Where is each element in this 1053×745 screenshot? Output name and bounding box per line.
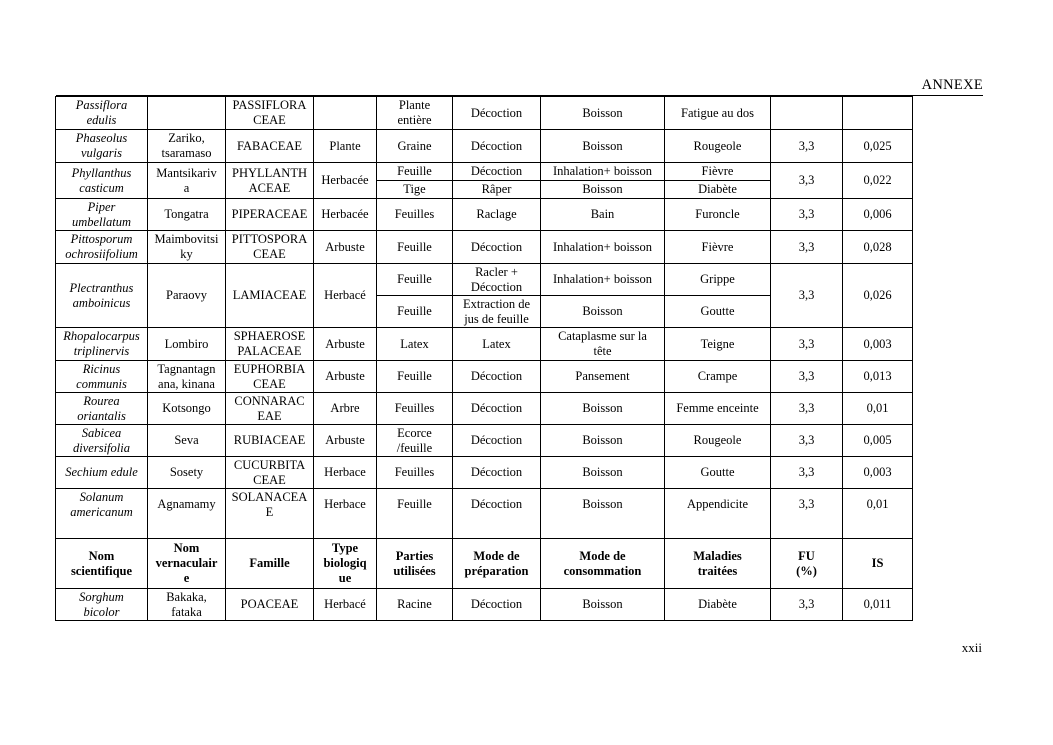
disease-treated: Goutte [665, 296, 771, 328]
vernacular-name: Zariko, tsaramaso [148, 130, 226, 163]
table-row [56, 361, 913, 393]
header-preparation-mode: Mode de préparation [453, 539, 541, 589]
consumption-mode: Boisson [541, 489, 665, 539]
family: PASSIFLORA CEAE [226, 97, 314, 130]
table-row [56, 163, 913, 181]
table-row [56, 97, 913, 130]
is-value: 0,005 [843, 425, 913, 457]
preparation-mode: Latex [453, 328, 541, 361]
part-used: Feuilles [377, 457, 453, 489]
part-used: Tige [377, 181, 453, 199]
is-value: 0,01 [843, 393, 913, 425]
scientific-name: Rhopalocarpus triplinervis [56, 328, 148, 361]
disease-treated: Femme enceinte [665, 393, 771, 425]
consumption-mode: Boisson [541, 457, 665, 489]
part-used: Feuilles [377, 393, 453, 425]
disease-treated: Crampe [665, 361, 771, 393]
vernacular-name [148, 97, 226, 130]
consumption-mode: Boisson [541, 130, 665, 163]
fu-value: 3,3 [771, 231, 843, 264]
consumption-mode: Boisson [541, 296, 665, 328]
vernacular-name: Agnamamy [148, 489, 226, 539]
scientific-name: Phaseolus vulgaris [56, 130, 148, 163]
family: CONNARAC EAE [226, 393, 314, 425]
preparation-mode: Décoction [453, 97, 541, 130]
preparation-mode: Raclage [453, 199, 541, 231]
consumption-mode: Boisson [541, 393, 665, 425]
fu-value: 3,3 [771, 425, 843, 457]
scientific-name: Plectranthus amboinicus [56, 264, 148, 328]
scientific-name: Solanum americanum [56, 489, 148, 539]
vernacular-name: Paraovy [148, 264, 226, 328]
family: RUBIACEAE [226, 425, 314, 457]
part-used: Latex [377, 328, 453, 361]
preparation-mode: Décoction [453, 589, 541, 621]
biological-type: Arbuste [314, 231, 377, 264]
part-used: Racine [377, 589, 453, 621]
scientific-name: Sorghum bicolor [56, 589, 148, 621]
family: FABACEAE [226, 130, 314, 163]
header-diseases-treated: Maladies traitées [665, 539, 771, 589]
scientific-name: Piper umbellatum [56, 199, 148, 231]
part-used: Ecorce /feuille [377, 425, 453, 457]
vernacular-name: Mantsikariv a [148, 163, 226, 199]
fu-value: 3,3 [771, 328, 843, 361]
table-row [56, 489, 913, 539]
biological-type: Herbacé [314, 589, 377, 621]
preparation-mode: Décoction [453, 425, 541, 457]
family: POACEAE [226, 589, 314, 621]
family: LAMIACEAE [226, 264, 314, 328]
disease-treated: Goutte [665, 457, 771, 489]
page-header [56, 77, 983, 96]
is-value: 0,025 [843, 130, 913, 163]
table-row [56, 264, 913, 296]
biological-type: Herbace [314, 457, 377, 489]
biological-type: Arbuste [314, 425, 377, 457]
preparation-mode: Racler + Décoction [453, 264, 541, 296]
part-used: Feuille [377, 264, 453, 296]
disease-treated: Appendicite [665, 489, 771, 539]
table-header-row [56, 539, 913, 589]
family: EUPHORBIA CEAE [226, 361, 314, 393]
page-number: xxii [961, 640, 982, 655]
preparation-mode: Décoction [453, 130, 541, 163]
scientific-name: Rourea oriantalis [56, 393, 148, 425]
consumption-mode: Boisson [541, 97, 665, 130]
is-value: 0,003 [843, 328, 913, 361]
consumption-mode: Pansement [541, 361, 665, 393]
header-is: IS [843, 539, 913, 589]
preparation-mode: Décoction [453, 163, 541, 181]
header-family: Famille [226, 539, 314, 589]
table-row [56, 199, 913, 231]
family: SPHAEROSE PALACEAE [226, 328, 314, 361]
fu-value: 3,3 [771, 199, 843, 231]
header-biological-type: Type biologiq ue [314, 539, 377, 589]
preparation-mode: Décoction [453, 361, 541, 393]
scientific-name: Ricinus communis [56, 361, 148, 393]
is-value: 0,011 [843, 589, 913, 621]
table-row [56, 589, 913, 621]
part-used: Feuille [377, 231, 453, 264]
part-used: Feuille [377, 296, 453, 328]
scientific-name: Passiflora edulis [56, 97, 148, 130]
header-parts-used: Parties utilisées [377, 539, 453, 589]
preparation-mode: Décoction [453, 489, 541, 539]
is-value: 0,028 [843, 231, 913, 264]
disease-treated: Diabète [665, 589, 771, 621]
disease-treated: Teigne [665, 328, 771, 361]
table-row [56, 328, 913, 361]
part-used: Plante entière [377, 97, 453, 130]
consumption-mode: Inhalation+ boisson [541, 163, 665, 181]
header-consumption-mode: Mode de consommation [541, 539, 665, 589]
preparation-mode: Décoction [453, 393, 541, 425]
consumption-mode: Cataplasme sur la tête [541, 328, 665, 361]
family: PHYLLANTH ACEAE [226, 163, 314, 199]
family: PIPERACEAE [226, 199, 314, 231]
header-fu: FU (%) [771, 539, 843, 589]
biological-type: Arbuste [314, 361, 377, 393]
is-value: 0,006 [843, 199, 913, 231]
consumption-mode: Bain [541, 199, 665, 231]
preparation-mode: Râper [453, 181, 541, 199]
table-row [56, 425, 913, 457]
table-row [56, 457, 913, 489]
consumption-mode: Inhalation+ boisson [541, 231, 665, 264]
preparation-mode: Décoction [453, 231, 541, 264]
fu-value: 3,3 [771, 393, 843, 425]
is-value: 0,013 [843, 361, 913, 393]
part-used: Graine [377, 130, 453, 163]
disease-treated: Grippe [665, 264, 771, 296]
consumption-mode: Boisson [541, 589, 665, 621]
fu-value: 3,3 [771, 130, 843, 163]
fu-value: 3,3 [771, 489, 843, 539]
biological-type: Herbacée [314, 163, 377, 199]
family: SOLANACEA E [226, 489, 314, 539]
vernacular-name: Seva [148, 425, 226, 457]
header-scientific-name: Nom scientifique [56, 539, 148, 589]
table-row [56, 231, 913, 264]
is-value: 0,003 [843, 457, 913, 489]
disease-treated: Diabète [665, 181, 771, 199]
family: CUCURBITA CEAE [226, 457, 314, 489]
part-used: Feuilles [377, 199, 453, 231]
fu-value: 3,3 [771, 264, 843, 328]
header-vernacular-name: Nom vernaculair e [148, 539, 226, 589]
disease-treated: Rougeole [665, 130, 771, 163]
vernacular-name: Tongatra [148, 199, 226, 231]
biological-type: Arbuste [314, 328, 377, 361]
disease-treated: Fatigue au dos [665, 97, 771, 130]
disease-treated: Fièvre [665, 231, 771, 264]
vernacular-name: Kotsongo [148, 393, 226, 425]
table-row [56, 130, 913, 163]
vernacular-name: Sosety [148, 457, 226, 489]
vernacular-name: Bakaka, fataka [148, 589, 226, 621]
plant-table [55, 96, 913, 621]
vernacular-name: Maimbovitsi ky [148, 231, 226, 264]
fu-value: 3,3 [771, 361, 843, 393]
biological-type: Herbace [314, 489, 377, 539]
consumption-mode: Boisson [541, 425, 665, 457]
part-used: Feuille [377, 361, 453, 393]
part-used: Feuille [377, 163, 453, 181]
scientific-name: Phyllanthus casticum [56, 163, 148, 199]
family: PITTOSPORA CEAE [226, 231, 314, 264]
is-value: 0,026 [843, 264, 913, 328]
biological-type: Herbacé [314, 264, 377, 328]
biological-type: Arbre [314, 393, 377, 425]
disease-treated: Furoncle [665, 199, 771, 231]
disease-treated: Rougeole [665, 425, 771, 457]
preparation-mode: Extraction de jus de feuille [453, 296, 541, 328]
part-used: Feuille [377, 489, 453, 539]
preparation-mode: Décoction [453, 457, 541, 489]
disease-treated: Fièvre [665, 163, 771, 181]
is-value [843, 97, 913, 130]
vernacular-name: Tagnantagn ana, kinana [148, 361, 226, 393]
consumption-mode: Inhalation+ boisson [541, 264, 665, 296]
consumption-mode: Boisson [541, 181, 665, 199]
is-value: 0,01 [843, 489, 913, 539]
header-title: ANNEXE [921, 77, 983, 93]
table-row [56, 393, 913, 425]
is-value: 0,022 [843, 163, 913, 199]
fu-value [771, 97, 843, 130]
biological-type: Plante [314, 130, 377, 163]
fu-value: 3,3 [771, 163, 843, 199]
fu-value: 3,3 [771, 457, 843, 489]
scientific-name: Pittosporum ochrosiifolium [56, 231, 148, 264]
fu-value: 3,3 [771, 589, 843, 621]
biological-type: Herbacée [314, 199, 377, 231]
vernacular-name: Lombiro [148, 328, 226, 361]
scientific-name: Sabicea diversifolia [56, 425, 148, 457]
scientific-name: Sechium edule [56, 457, 148, 489]
biological-type [314, 97, 377, 130]
